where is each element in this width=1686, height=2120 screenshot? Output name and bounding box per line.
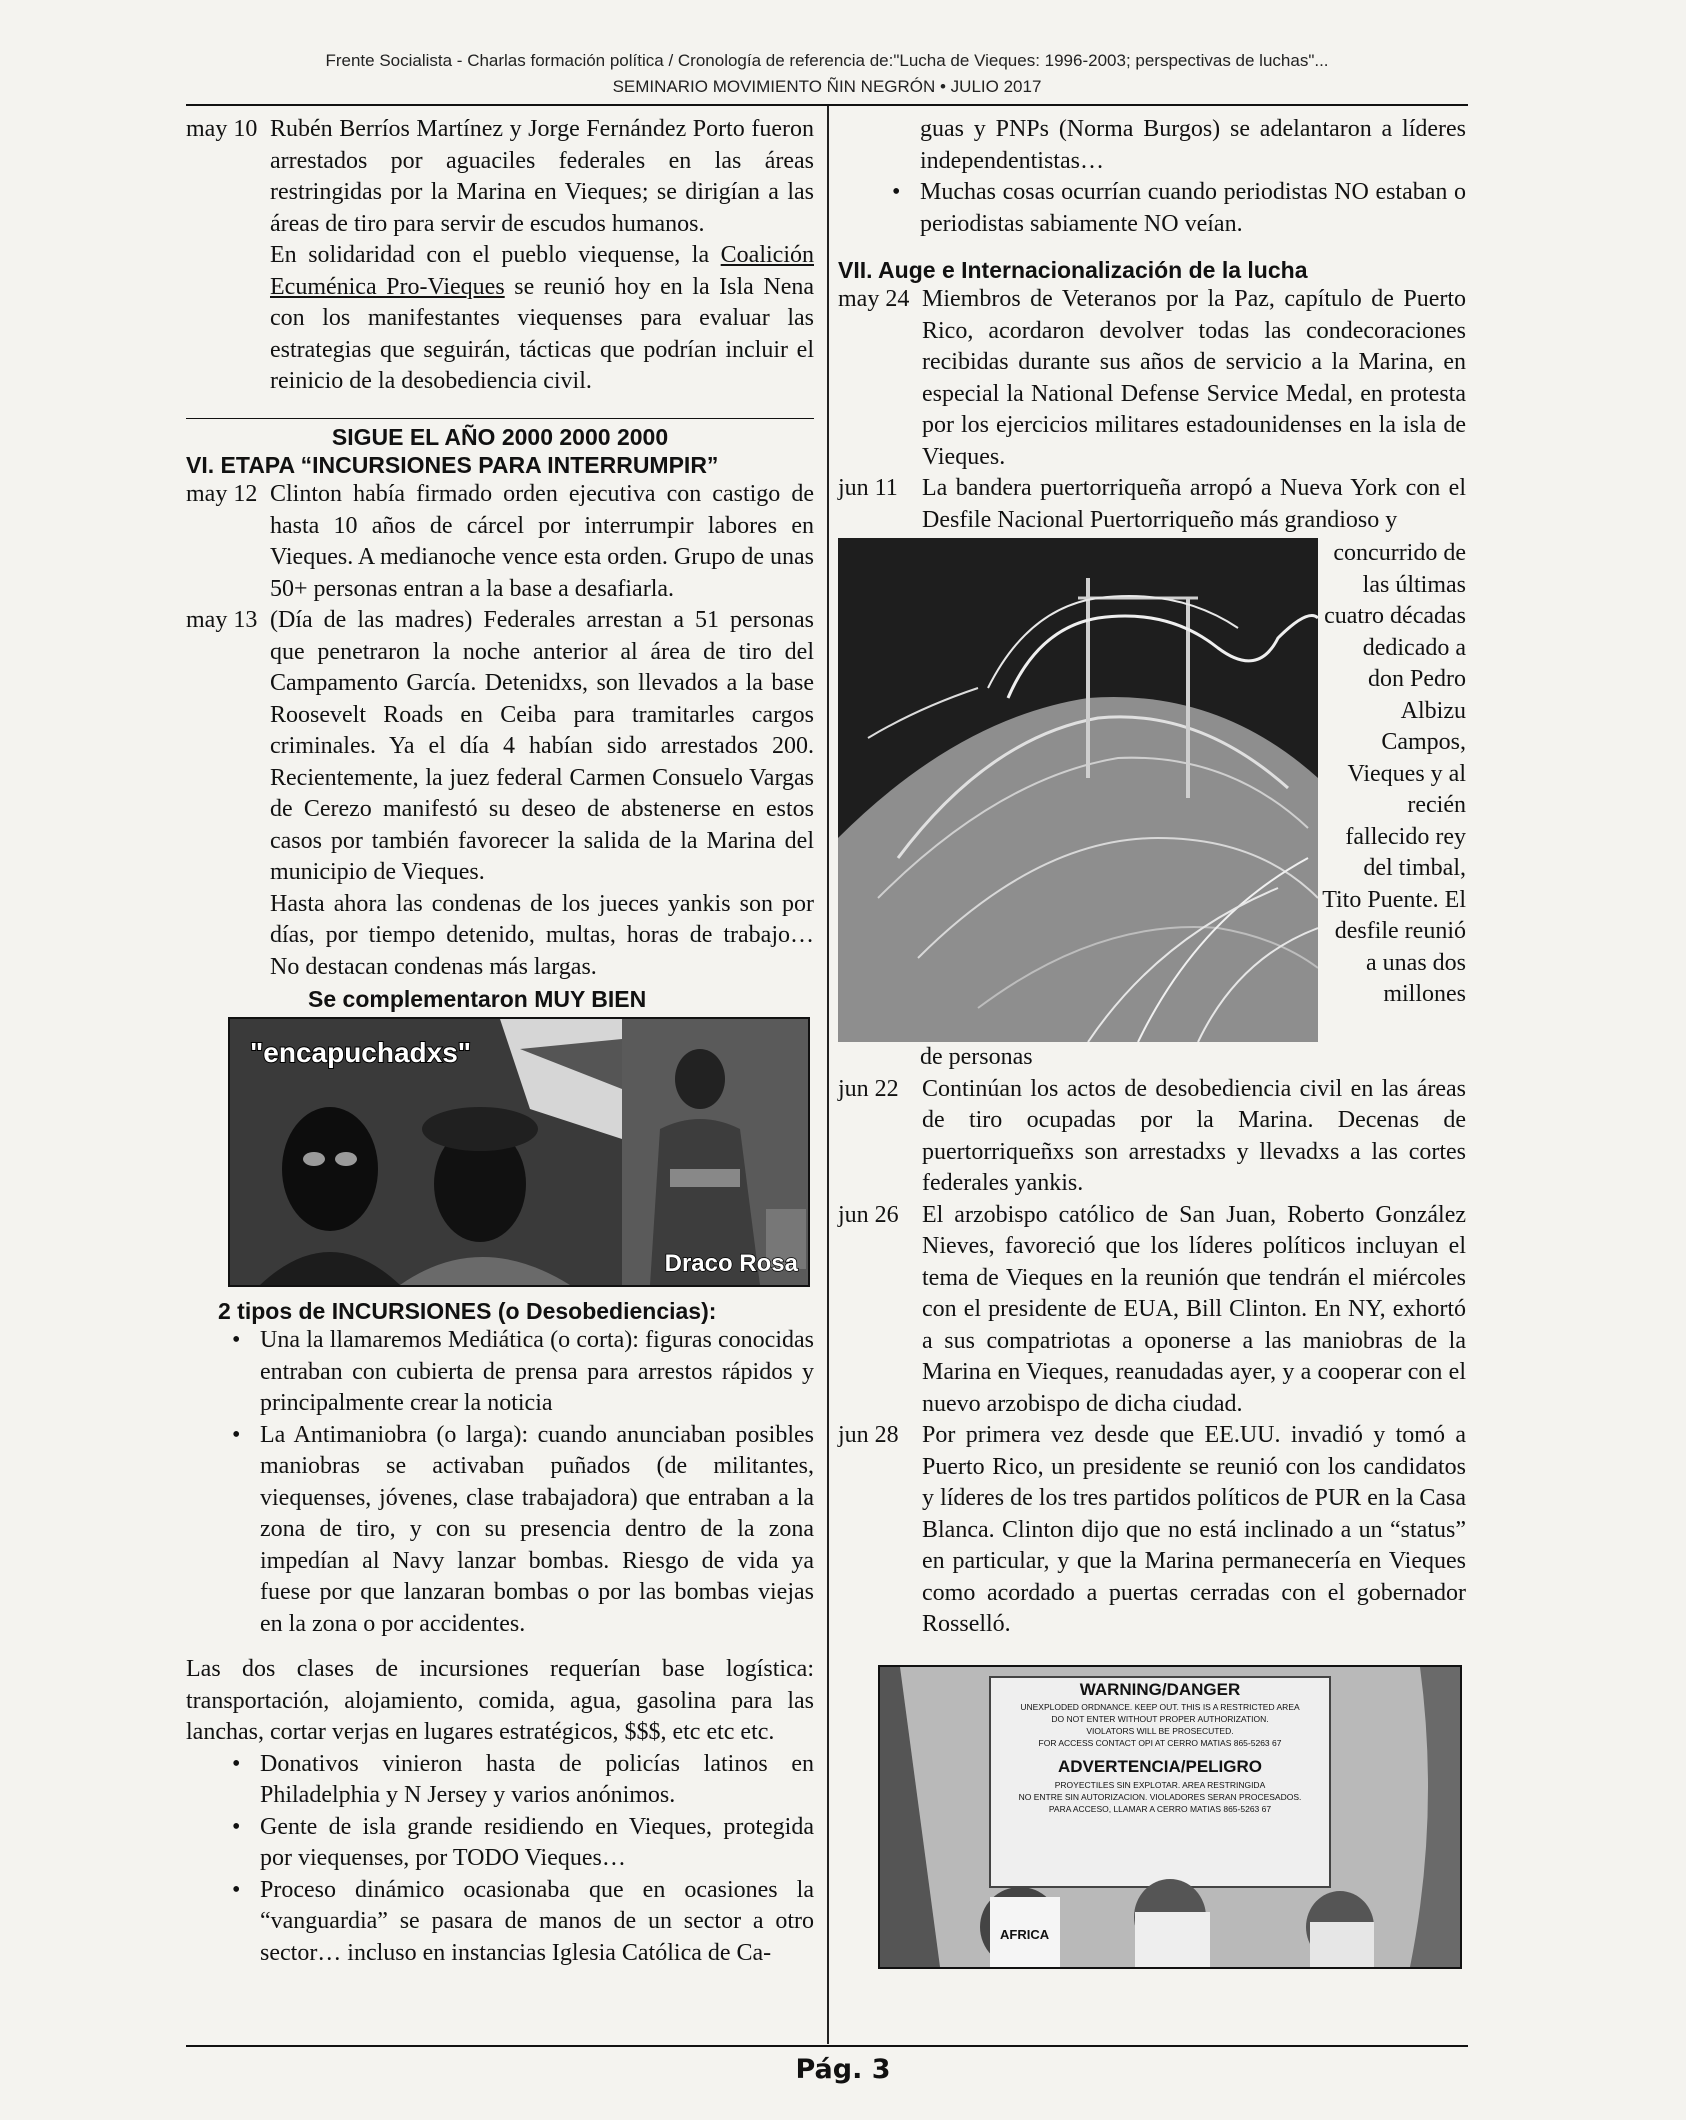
jun11-wrap bbox=[838, 538, 1466, 1042]
right-bullet-list bbox=[838, 177, 1466, 240]
header-line-2: SEMINARIO MOVIMIENTO ÑIN NEGRÓN • JULIO 2017 bbox=[612, 77, 1042, 96]
logistics-paragraph: Las dos clases de incursiones requerían base logística: transportación, alojamiento, comida, agua, gasolina para las lanchas, cortar verjas en lugares estratégicos, $$$, etc etc etc. bbox=[186, 1656, 814, 1745]
list-item: • Gente de isla grande residiendo en Vieques, protegida por viequenses, por TODO Vieques… bbox=[214, 1812, 814, 1875]
warning-sign-photo bbox=[878, 1665, 1462, 1969]
list-item: • Donativos vinieron hasta de policías latinos en Philadelphia y N Jersey y varios anónimos. bbox=[214, 1749, 814, 1812]
page-header bbox=[186, 48, 1468, 100]
advertencia-line: NO ENTRE SIN AUTORIZACION. VIOLADORES SERAN PROCESADOS. bbox=[1018, 1791, 1302, 1802]
entry-date: may 10 bbox=[186, 116, 258, 142]
entry-may13 bbox=[186, 605, 814, 889]
logistics-list bbox=[186, 1749, 814, 1970]
section-rule bbox=[186, 418, 814, 420]
entry-text: Continúan los actos de desobediencia civil en las áreas de tiro ocupadas por la Marina. Decenas de puertorriqueñxs son arrestadxs y llevadxs a las cortes federales yankis. bbox=[922, 1075, 1466, 1196]
barbed-wire-fence-image bbox=[838, 538, 1318, 1042]
page-number: Pág. 3 bbox=[795, 2054, 891, 2085]
entry-text: El arzobispo católico de San Juan, Roberto González Nieves, favoreció que los líderes políticos incluyan el tema de Vieques en la reunión que tendrán el miércoles con el presidente de EUA, Bill Clinton. En NY, exhortó a sus compatriotas a oponerse a las maniobras de la Marina en Vieques, reanudadas ayer, y a cooperar con el nuevo arzobispo de dicha ciudad. bbox=[922, 1201, 1466, 1417]
advertencia-line: PARA ACCESO, LLAMAR A CERRO MATIAS 865-5263 67 bbox=[1048, 1803, 1272, 1814]
entry-text: La bandera puertorriqueña arropó a Nueva York con el Desfile Nacional Puertorriqueño más grandioso y bbox=[922, 475, 1466, 533]
advertencia-title: ADVERTENCIA/PELIGRO bbox=[1057, 1756, 1263, 1776]
warning-line: FOR ACCESS CONTACT OPI AT CERRO MATIAS 865-5263 67 bbox=[1038, 1737, 1282, 1748]
entry-date: jun 28 bbox=[838, 1422, 899, 1448]
entry-date: jun 11 bbox=[838, 475, 898, 501]
encapuchados-label: "encapuchadxs" bbox=[250, 1037, 472, 1068]
warning-line: VIOLATORS WILL BE PROSECUTED. bbox=[1086, 1725, 1234, 1736]
left-column bbox=[186, 114, 814, 1969]
entry-jun22 bbox=[838, 1074, 1466, 1200]
fence-photo bbox=[838, 538, 1318, 1042]
list-item: • Proceso dinámico ocasionaba que en ocasiones la “vanguardia” se pasara de manos de un sector a otro sector… incluso en instancias Iglesia Católica de Ca- bbox=[214, 1875, 814, 1970]
entry-may10-paragraph-2 bbox=[186, 240, 814, 398]
entry-date: may 12 bbox=[186, 481, 258, 507]
entry-text: (Día de las madres) Federales arrestan a 51 personas que penetraron la noche anterior al área de tiro del Campamento García. Detenidxs, son llevados a la base Roosevelt Roads en Ceiba para tramitarles cargos criminales. Ya el día 4 habían sido arrestados 200. Recientemente, la juez federal Carmen Consuelo Vargas de Cerezo manifestó su deseo de abstenerse en estos casos por también favorecer la salida de la Marina del municipio de Vieques. bbox=[270, 607, 814, 885]
photo-caption: Se complementaron MUY BIEN bbox=[308, 986, 647, 1012]
draco-rosa-label: Draco Rosa bbox=[664, 1249, 798, 1277]
entry-text: Por primera vez desde que EE.UU. invadió y tomó a Puerto Rico, un presidente se reunió con los candidatos y líderes de los tres partidos políticos de PUR en la Casa Blanca. Clinton dijo que no está inclinado a un “status” en particular, y que la Marina permanecería en Vieques como acordado a puertas cerradas con el gobernador Rosselló. bbox=[922, 1422, 1466, 1637]
entry-may10 bbox=[186, 114, 814, 240]
jun11-tail: de personas bbox=[920, 1044, 1033, 1070]
entry-date: jun 26 bbox=[838, 1201, 899, 1228]
warning-title: WARNING/DANGER bbox=[1079, 1679, 1241, 1699]
entry-date: may 24 bbox=[838, 286, 910, 312]
section-6-title: VI. ETAPA “INCURSIONES PARA INTERRUMPIR” bbox=[186, 452, 719, 478]
entry-text: Miembros de Veteranos por la Paz, capítulo de Puerto Rico, acordaron devolver todas las condecoraciones recibidas durante sus años de servicio a la Marina, en especial la National Defense Service Medal, en protesta por los ejercicios militares estadounidenses en la isla de Vieques. bbox=[922, 286, 1466, 470]
entry-jun26 bbox=[838, 1200, 1466, 1421]
entry-date: may 13 bbox=[186, 607, 258, 633]
entry-may12 bbox=[186, 479, 814, 605]
encapuchados-photo bbox=[228, 1017, 810, 1287]
warning-line: UNEXPLODED ORDNANCE. KEEP OUT. THIS IS A RESTRICTED AREA bbox=[1020, 1701, 1300, 1712]
entry-jun11 bbox=[838, 473, 1466, 536]
column-divider bbox=[827, 106, 829, 2044]
right-column bbox=[838, 114, 1466, 1969]
warning-sign bbox=[990, 1679, 1330, 1815]
entry-text: Clinton había firmado orden ejecutiva con castigo de hasta 10 años de cárcel por interrumpir labores en Vieques. A medianoche vence esta orden. Grupo de unas 50+ personas entran a la base a desafiarla. bbox=[270, 481, 814, 602]
text-run: En solidaridad con el pueblo viequense, la bbox=[270, 242, 721, 268]
incursiones-title: 2 tipos de INCURSIONES (o Desobediencias): bbox=[218, 1298, 717, 1324]
jun11-wrapped-text: concurrido de las últimas cuatro décadas dedicado a don Pedro Albizu Campos, Vieques y al recién fallecido rey del timbal, Tito Puente. El desfile reunió a unas dos millones bbox=[1322, 540, 1466, 1007]
entry-text: Rubén Berríos Martínez y Jorge Fernández Porto fueron arrestados por aguaciles federales en las áreas restringidas por la Marina en Vieques; se dirigían a las áreas de tiro para servir de escudos humanos. bbox=[270, 116, 814, 237]
header-line-1: Frente Socialista - Charlas formación política / Cronología de referencia de:"Lucha de Vieques: 1996-2003; perspectivas de luchas"... bbox=[325, 51, 1329, 70]
list-item: • Una la llamaremos Mediática (o corta): figuras conocidas entraban con cubierta de prensa para arrestos rápidos y principalmente crear la noticia bbox=[214, 1325, 814, 1420]
list-item: • Muchas cosas ocurrían cuando periodistas NO estaban o periodistas sabiamente NO veían. bbox=[874, 177, 1466, 240]
text-run: se reunió hoy en la Isla Nena con los manifestantes viequenses para evaluar las estrategias que seguirán, tácticas que podrían incluir el reinicio de la desobediencia civil. bbox=[270, 273, 814, 394]
footer-rule bbox=[186, 2045, 1468, 2047]
coalicion-link: Coalición Ecuménica Pro-Vieques bbox=[270, 242, 814, 300]
entry-jun28 bbox=[838, 1420, 1466, 1641]
warning-line: DO NOT ENTER WITHOUT PROPER AUTHORIZATION. bbox=[1051, 1713, 1269, 1724]
section-7-title: VII. Auge e Internacionalización de la lucha bbox=[838, 257, 1308, 283]
advertencia-line: PROYECTILES SIN EXPLOTAR. AREA RESTRINGIDA bbox=[1054, 1779, 1266, 1790]
section-6-subtitle: SIGUE EL AÑO 2000 2000 2000 bbox=[331, 424, 669, 450]
entry-may13-paragraph-2: Hasta ahora las condenas de los jueces yankis son por días, por tiempo detenido, multas, horas de trabajo… No destacan condenas más largas. bbox=[270, 890, 814, 980]
entry-may24 bbox=[838, 284, 1466, 473]
list-item: • La Antimaniobra (o larga): cuando anunciaban posibles maniobras se activaban puñados (de militantes, viequenses, jóvenes, clase trabajadora) que entraban a la zona de tiro, y con su presencia dentro de la zona impedían al Navy lanzar bombas. Riesgo de vida ya fuese por que lanzaran bombas o por las bombas viejas en la zona o por accidentes. bbox=[214, 1420, 814, 1641]
entry-date: jun 22 bbox=[838, 1075, 899, 1102]
incursion-types-list bbox=[186, 1325, 814, 1640]
shirt-text: AFRICA bbox=[1000, 1926, 1050, 1942]
continuation-text: guas y PNPs (Norma Burgos) se adelantaron a líderes independentistas… bbox=[920, 116, 1466, 174]
